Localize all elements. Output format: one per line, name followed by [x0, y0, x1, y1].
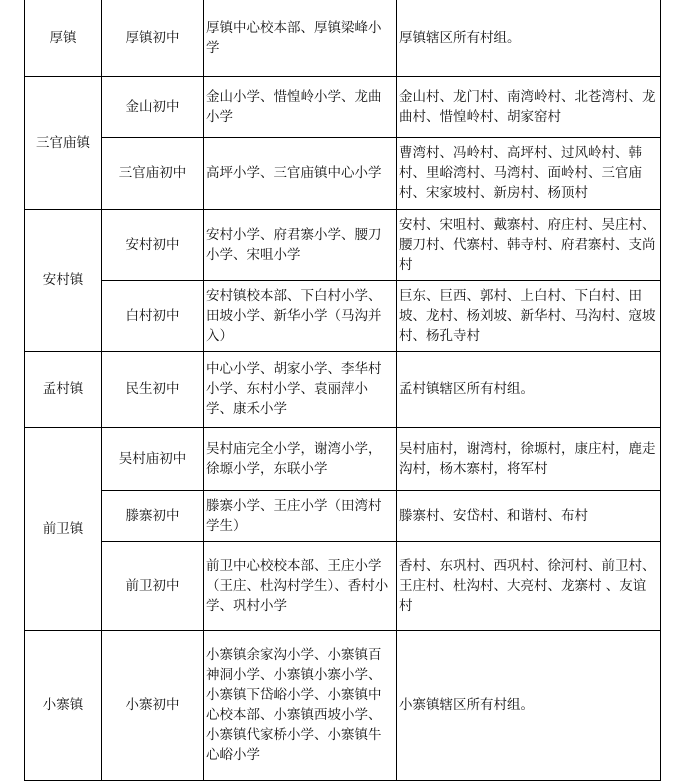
- primary-schools-cell: 滕寨小学、王庄小学（田湾村学生）: [204, 490, 397, 541]
- school-cell: 滕寨初中: [102, 490, 204, 541]
- villages-cell: 安村、宋咀村、戴寨村、府庄村、吴庄村、腰刀村、代寨村、韩寺村、府君寨村、支尚村: [397, 209, 661, 280]
- villages-cell: 滕寨村、安岱村、和谐村、布村: [397, 490, 661, 541]
- primary-schools-cell: 金山小学、惜惶岭小学、龙曲小学: [204, 76, 397, 137]
- table-row: [25, 351, 661, 427]
- town-cell: 小寨镇: [25, 630, 102, 780]
- town-cell: 孟村镇: [25, 351, 102, 427]
- villages-cell: 吴村庙村，谢湾村，徐塬村，康庄村，鹿走沟村，杨木寨村，将军村: [397, 427, 661, 490]
- table-body: [25, 0, 661, 780]
- primary-schools-cell: 厚镇中心校本部、厚镇梁峰小学: [204, 0, 397, 76]
- villages-cell: 小寨镇辖区所有村组。: [397, 630, 661, 780]
- primary-schools-cell: 安村小学、府君寨小学、腰刀小学、宋咀小学: [204, 209, 397, 280]
- school-cell: 三官庙初中: [102, 137, 204, 209]
- table-row: [25, 490, 661, 541]
- town-cell: 安村镇: [25, 209, 102, 351]
- school-cell: 白村初中: [102, 280, 204, 351]
- table-row: [25, 427, 661, 490]
- table-row: [25, 137, 661, 209]
- villages-cell: 厚镇辖区所有村组。: [397, 0, 661, 76]
- school-cell: 前卫初中: [102, 541, 204, 630]
- villages-cell: 孟村镇辖区所有村组。: [397, 351, 661, 427]
- school-district-table: [24, 0, 661, 781]
- school-cell: 安村初中: [102, 209, 204, 280]
- primary-schools-cell: 小寨镇余家沟小学、小寨镇百神洞小学、小寨镇小寨小学、小寨镇下岱峪小学、小寨镇中心校本部、小寨镇西坡小学、小寨镇代家桥小学、小寨镇牛心峪小学: [204, 630, 397, 780]
- table-row: [25, 280, 661, 351]
- villages-cell: 曹湾村、冯岭村、高坪村、过风岭村、韩村、里峪湾村、马湾村、面岭村、三官庙村、宋家坡村、新房村、杨顶村: [397, 137, 661, 209]
- town-cell: 前卫镇: [25, 427, 102, 630]
- town-cell: 三官庙镇: [25, 76, 102, 209]
- table-row: [25, 541, 661, 630]
- table-row: [25, 76, 661, 137]
- school-cell: 厚镇初中: [102, 0, 204, 76]
- school-cell: 小寨初中: [102, 630, 204, 780]
- primary-schools-cell: 吴村庙完全小学，谢湾小学，徐塬小学，东联小学: [204, 427, 397, 490]
- primary-schools-cell: 中心小学、胡家小学、李华村小学、东村小学、袁丽萍小学、康禾小学: [204, 351, 397, 427]
- primary-schools-cell: 高坪小学、三官庙镇中心小学: [204, 137, 397, 209]
- primary-schools-cell: 安村镇校本部、下白村小学、田坡小学、新华小学（马沟并入）: [204, 280, 397, 351]
- table-row: [25, 630, 661, 780]
- villages-cell: 金山村、龙门村、南湾岭村、北苍湾村、龙曲村、惜惶岭村、胡家窑村: [397, 76, 661, 137]
- school-cell: 民生初中: [102, 351, 204, 427]
- town-cell: 厚镇: [25, 0, 102, 76]
- school-cell: 金山初中: [102, 76, 204, 137]
- table-row: [25, 209, 661, 280]
- school-cell: 吴村庙初中: [102, 427, 204, 490]
- villages-cell: 巨东、巨西、郭村、上白村、下白村、田坡、龙村、杨刘坡、新华村、马沟村、寇坡村、杨孔寺村: [397, 280, 661, 351]
- villages-cell: 香村、东巩村、西巩村、徐河村、前卫村、王庄村、杜沟村、大亮村、龙寨村 、友谊村: [397, 541, 661, 630]
- primary-schools-cell: 前卫中心校校本部、王庄小学（王庄、杜沟村学生）、香村小学、巩村小学: [204, 541, 397, 630]
- table-row: [25, 0, 661, 76]
